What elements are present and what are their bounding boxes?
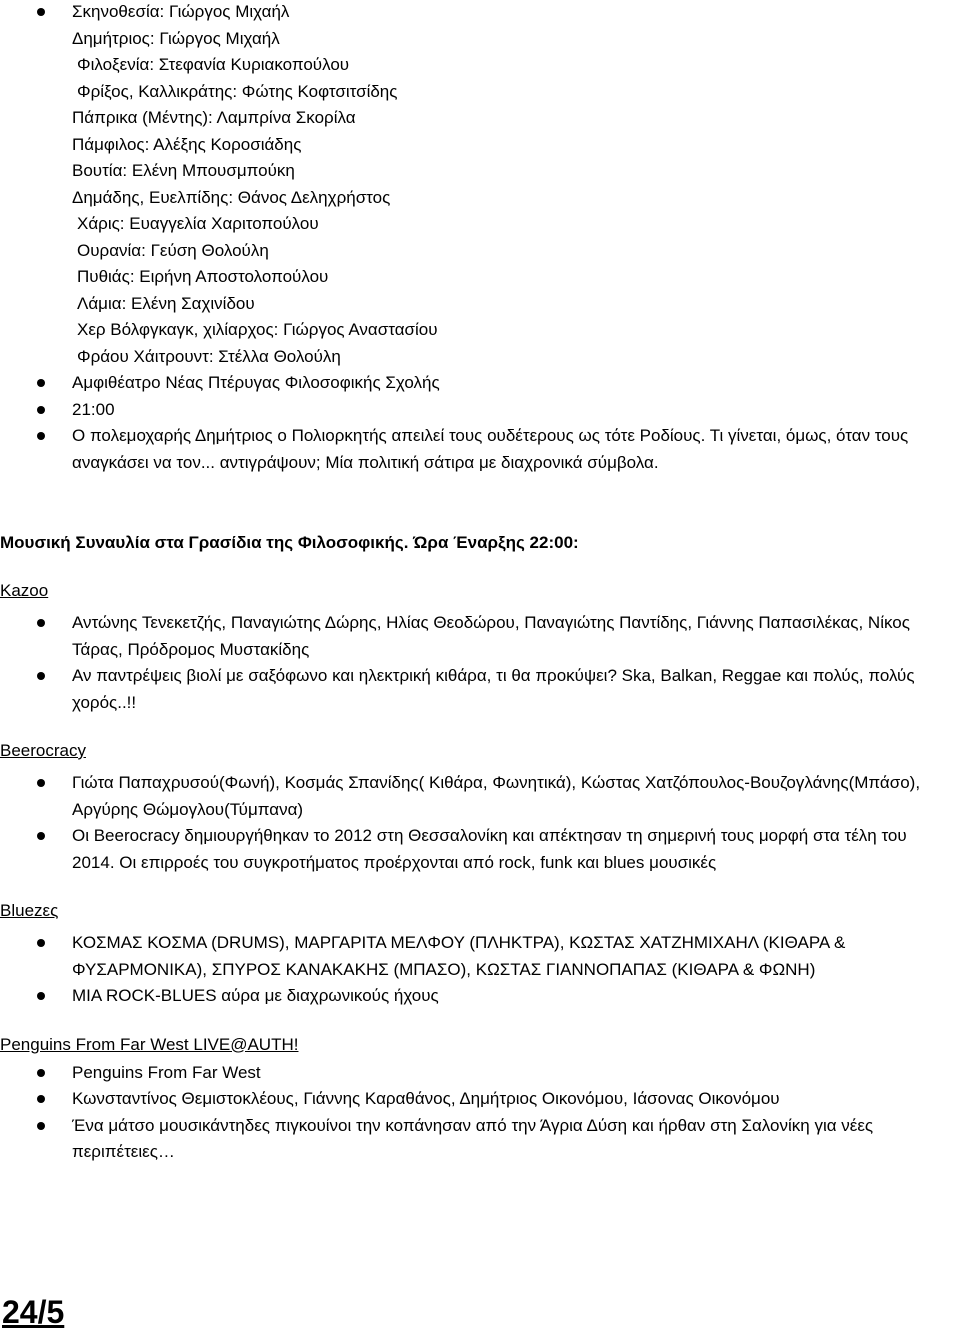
band-title: Kazoo [0, 581, 49, 600]
band-title: Bluezες [0, 901, 59, 920]
next-date-heading: 24/5 [2, 1294, 65, 1330]
cast-line: Χάρις: Ευαγγελία Χαριτοπούλου [77, 214, 319, 233]
cast-line: Λάμια: Ελένη Σαχινίδου [77, 293, 255, 313]
band-item: Γιώτα Παπαχρυσού(Φωνή), Κοσμάς Σπανίδης( Κιθάρα, Φωνητικά), Κώστας Χατζόπουλος-Βουζογλάνης(Μπάσο), Αργύρης Θώμογλου(Τύμπανα) [0, 770, 950, 823]
cast-line: Πάπρικα (Μέντης): Λαμπρίνα Σκορίλα [72, 108, 356, 127]
theatre-block [0, 0, 950, 476]
band-item: Αν παντρέψεις βιολί με σαξόφωνο και ηλεκτρική κιθάρα, τι θα προκύψει? Ska, Balkan, Reggae και πολύς, πολύς χορός..!! [0, 663, 950, 716]
band-beerocracy [0, 738, 950, 876]
band-item: Penguins From Far West [0, 1060, 950, 1087]
cast-line: Δημάδης, Ευελπίδης: Θάνος Δεληχρήστος [72, 187, 391, 207]
director-line: Σκηνοθεσία: Γιώργος Μιχαήλ [0, 0, 950, 26]
band-penguins [0, 1032, 950, 1166]
cast-line: Πυθιάς: Ειρήνη Αποστολοπούλου [77, 267, 329, 286]
concert-heading: Μουσική Συναυλία στα Γρασίδια της Φιλοσοφικής. Ώρα Έναρξης 22:00: [0, 533, 579, 552]
band-item: ΚΟΣΜΑΣ ΚΟΣΜΑ (DRUMS), ΜΑΡΓΑΡΙΤΑ ΜΕΛΦΟΥ (ΠΛΗΚΤΡΑ), ΚΩΣΤΑΣ ΧΑΤΖΗΜΙΧΑΗΛ (ΚΙΘΑΡΑ & ΦΥΣΑΡΜΟΝΙΚΑ), ΣΠΥΡΟΣ ΚΑΝΑΚΑΚΗΣ (ΜΠΑΣΟ), ΚΩΣΤΑΣ ΓΙΑΝΝΟΠΑΠΑΣ (ΚΙΘΑΡΑ & ΦΩΝΗ) [0, 930, 950, 983]
band-item: ΜΙΑ ROCK-BLUES αύρα με διαχρωνικούς ήχους [0, 983, 950, 1010]
band-item: Αντώνης Τενεκετζής, Παναγιώτης Δώρης, Ηλίας Θεοδώρου, Παναγιώτης Παντίδης, Γιάννης Παπασιλέκας, Νίκος Τάρας, Πρόδρομος Μυστακίδης [0, 610, 950, 663]
description-line: Ο πολεμοχαρής Δημήτριος ο Πολιορκητής απειλεί τους ουδέτερους ως τότε Ροδίους. Τι γίνεται, όμως, όταν τους αναγκάσει να τον... αντιγράψουν; Μία πολιτική σάτιρα με διαχρονικά σύμβολα. [0, 423, 950, 476]
cast-line: Ουρανία: Γεύση Θολούλη [77, 240, 269, 260]
cast-line: Φράου Χάιτρουντ: Στέλλα Θολούλη [77, 346, 341, 366]
cast-line: Βουτία: Ελένη Μπουσμπούκη [72, 161, 295, 180]
band-kazoo [0, 578, 950, 716]
time-line: 21:00 [0, 397, 950, 424]
cast-line: Πάμφιλος: Αλέξης Κοροσιάδης [72, 134, 302, 154]
band-title: Penguins From Far West LIVE@AUTH! [0, 1034, 299, 1054]
band-title: Beerocracy [0, 741, 86, 760]
cast-line: Χερ Βόλφγκαγκ, χιλίαρχος: Γιώργος Αναστασίου [77, 320, 438, 339]
band-item: Ένα μάτσο μουσικάντηδες πιγκουίνοι την κοπάνησαν από την Άγρια Δύση και ήρθαν στη Σαλονίκη για νέες περιπέτειες… [0, 1113, 950, 1166]
cast-line: Φιλοξενία: Στεφανία Κυριακοπούλου [77, 55, 350, 74]
cast-line: Δημήτριος: Γιώργος Μιχαήλ [72, 28, 280, 48]
venue-line: Αμφιθέατρο Νέας Πτέρυγας Φιλοσοφικής Σχολής [0, 370, 950, 397]
band-item: Κωνσταντίνος Θεμιστοκλέους, Γιάννης Καραθάνος, Δημήτριος Οικονόμου, Ιάσονας Οικονόμου [0, 1086, 950, 1113]
band-item: Οι Beerocracy δημιουργήθηκαν το 2012 στη Θεσσαλονίκη και απέκτησαν τη σημερινή τους μορφή στα τέλη του 2014. Οι επιρροές του συγκροτήματος προέρχονται από rock, funk και blues μουσικές [0, 823, 950, 876]
cast-line: Φρίξος, Καλλικράτης: Φώτης Κοφτσιτσίδης [77, 81, 398, 101]
band-bluezes [0, 898, 950, 1010]
